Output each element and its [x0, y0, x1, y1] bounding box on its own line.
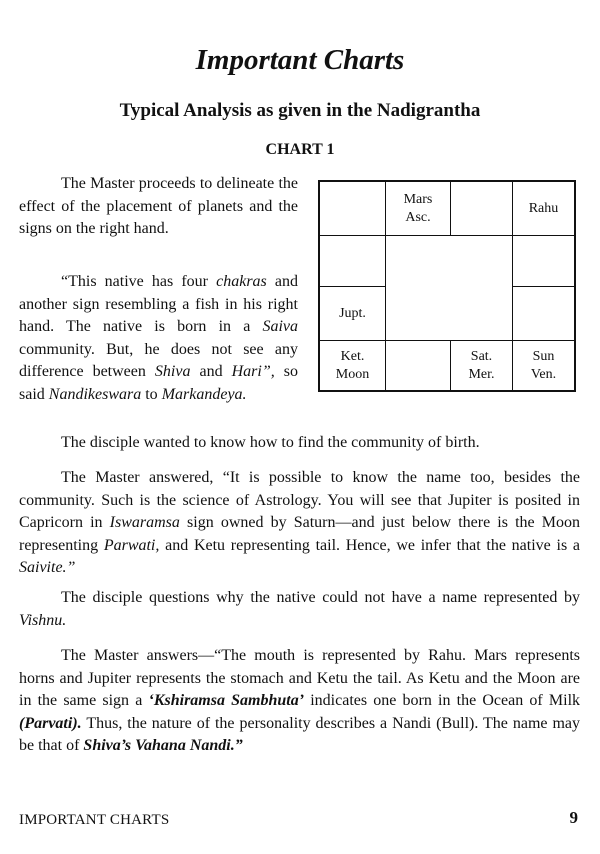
text-run: to [141, 385, 162, 403]
text-run: so said [19, 363, 298, 403]
ascendant: Asc. [405, 209, 431, 225]
text-run: The Master answers—“The mouth is represented by Rahu. Mars represents horns and Jupiter represents the stomach and Ketu the tail. As Ketu and the Moon are in the same sign a [19, 647, 580, 709]
chart-cell-r4c1 [320, 341, 386, 390]
chart-cell-r1c1 [320, 182, 386, 236]
italic-term: Saivite.” [19, 559, 76, 576]
section-subtitle: Typical Analysis as given in the Nadigrantha [119, 100, 481, 121]
planet-jupiter: Jupt. [339, 305, 366, 321]
planet-sun: Sun [532, 348, 555, 364]
chart-cell-r3c1 [320, 287, 386, 341]
chart-cell-r4c2 [386, 341, 451, 390]
chart-cell-r1c4 [513, 182, 574, 236]
planet-saturn: Sat. [470, 348, 493, 364]
text-run: and another sign resembling a fish in his right hand. The native is born in a [19, 273, 299, 335]
page-title: Important Charts [195, 44, 405, 76]
italic-term: Hari”, [231, 363, 275, 380]
chart-cell-r1c2 [386, 182, 451, 236]
text-run: sign owned by Saturn—and just below there is the Moon representing [19, 514, 580, 554]
chart-cell-r4c3 [451, 341, 513, 390]
italic-term: Iswaramsa [109, 514, 180, 531]
italic-term: Nandikeswara [48, 385, 142, 403]
planet-mercury: Mer. [468, 366, 495, 382]
paragraph-master-explanation [19, 645, 580, 758]
text-run: The disciple questions why the native could not have a name represented by [61, 589, 580, 606]
text-run: “This native has four [61, 273, 217, 290]
italic-term: Saiva [262, 318, 298, 335]
page-number: 9 [569, 808, 578, 827]
horoscope-chart [318, 180, 576, 392]
text-run: and [190, 363, 232, 380]
planet-rahu: Rahu [528, 200, 559, 216]
italic-term: ‘Kshiramsa Sambhuta’ [148, 692, 305, 709]
chart-cell-r3c4 [513, 287, 574, 341]
chart-center [386, 236, 513, 341]
planet-venus: Ven. [530, 366, 557, 382]
chart-cell-r2c1 [320, 236, 386, 287]
italic-term: Parwati, [103, 536, 160, 554]
italic-term: (Parvati). [19, 714, 82, 732]
text-run: Thus, the nature of the personality describes a Nandi (Bull). The name may be that of [19, 714, 580, 754]
paragraph-master-answer [19, 467, 580, 580]
italic-term: Shiva [154, 363, 191, 380]
chart-label: CHART 1 [265, 141, 335, 158]
paragraph-native-description [19, 271, 298, 406]
chart-cell-r4c4 [513, 341, 574, 390]
chart-cell-r2c4 [513, 236, 574, 287]
italic-term: Vishnu. [19, 611, 67, 629]
chart-cell-r1c3 [451, 182, 513, 236]
italic-term: Markandeya. [161, 385, 247, 403]
paragraph-intro: The Master proceeds to delineate the effect of the placement of planets and the signs on the right hand. [19, 175, 298, 237]
planet-ketu: Ket. [340, 348, 365, 364]
text-run: indicates one born in the Ocean of Milk [304, 692, 581, 709]
text-run: and Ketu representing tail. Hence, we infer that the native is a [159, 536, 581, 554]
text-run: The Master answered, “It is possible to know the name too, besides the community. Such is the science of Astrology. You will see that Jupiter is posited in Capricorn in [19, 469, 580, 531]
paragraph-disciple-question: The disciple wanted to know how to find the community of birth. [61, 434, 480, 451]
italic-term: Shiva’s Vahana Nandi.” [83, 737, 243, 754]
italic-term: chakras [216, 273, 267, 290]
paragraph-vishnu-question [19, 587, 580, 632]
planet-mars: Mars [403, 191, 433, 207]
running-head: IMPORTANT CHARTS [19, 812, 170, 828]
planet-moon: Moon [335, 366, 370, 382]
text-run: community. But, he does not see any difference between [19, 340, 298, 380]
